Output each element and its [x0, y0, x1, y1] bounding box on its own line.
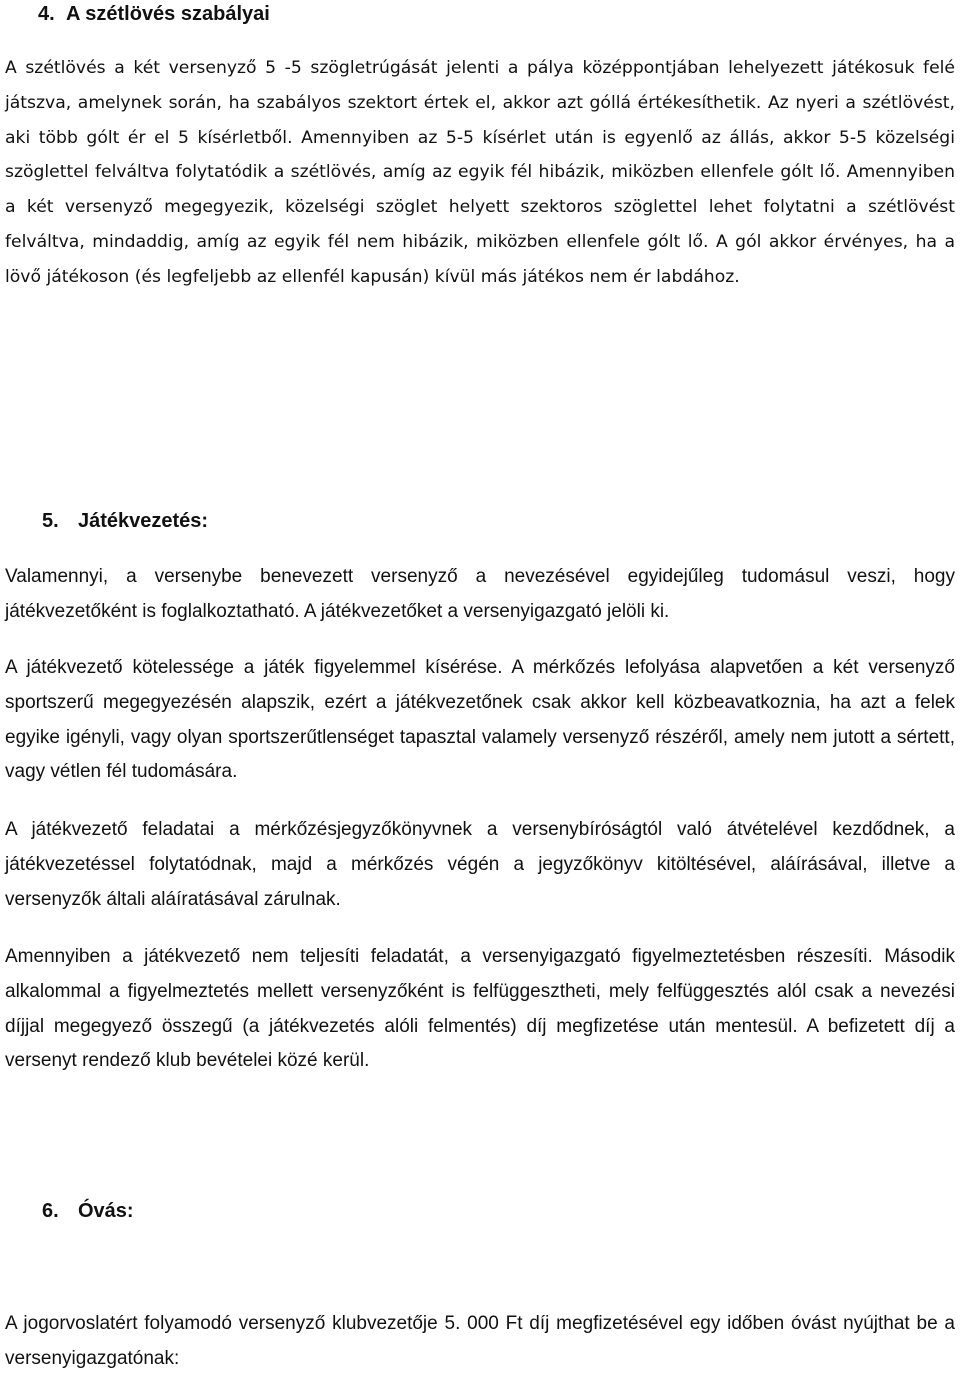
section-5-heading — [42, 509, 208, 533]
section-5-paragraph-3: A játékvezető feladatai a mérkőzésjegyzőkönyvnek a versenybíróságtól való átvételével kezdődnek, a játékvezetéssel folytatódnak, majd a mérkőzés végén a jegyzőkönyv kitöltésével, aláírásával, illetve a versenyzők általi aláíratásával zárulnak. — [5, 819, 955, 910]
section-5-number: 5. — [42, 510, 59, 532]
section-5-paragraph-4: Amennyiben a játékvezető nem teljesíti feladatát, a versenyigazgató figyelmeztetésben részesíti. Második alkalommal a figyelmeztetés mellett versenyzőként is felfüggesztheti, mely felfüggesztés alól csak a nevezési díjjal megegyező összegű (a játékvezetés alóli felmentés) díj megfizetése után mentesül. A befizetett díj a versenyt rendező klub bevételei közé kerül. — [5, 946, 955, 1072]
section-6-title: Óvás: — [78, 1200, 134, 1222]
section-5-paragraph-2: A játékvezető kötelessége a játék figyelemmel kísérése. A mérkőzés lefolyása alapvetően a két versenyző sportszerű megegyezésén alapszik, ezért a játékvezetőnek csak akkor kell közbeavatkoznia, ha azt a felek egyike igényli, vagy olyan sportszerűtlenséget tapasztal valamely versenyző részéről, amely nem jutott a sértett, vagy vétlen fél tudomására. — [5, 657, 955, 783]
section-5-title: Játékvezetés: — [78, 510, 209, 532]
section-4-title: A szétlövés szabályai — [66, 3, 270, 25]
section-6-number: 6. — [42, 1200, 59, 1222]
section-6-heading — [42, 1199, 134, 1223]
section-5-paragraph-1: Valamennyi, a versenybe benevezett versenyző a nevezésével egyidejűleg tudomásul veszi, hogy játékvezetőként is foglalkoztatható. A játékvezetőket a versenyigazgató jelöli ki. — [5, 566, 955, 622]
section-4-paragraph: A szétlövés a két versenyző 5 -5 szögletrúgását jelenti a pálya középpontjában lehelyezett játékosuk felé játszva, amelynek során, ha szabályos szektort értek el, akkor azt góllá értékesíthetik. Az nyeri a szétlövést, aki több gólt ér el 5 kísérletből. Amennyiben az 5-5 kísérlet után is egyenlő az állás, akkor 5-5 közelségi szöglettel felváltva folytatódik a szétlövés, amíg az egyik fél hibázik, miközben ellenfele gólt lő. Amennyiben a két versenyző megegyezik, közelségi szöglet helyett szektoros szöglettel lehet folytatni a szétlövést felváltva, mindaddig, amíg az egyik fél nem hibázik, miközben ellenfele gólt lő. A gól akkor érvényes, ha a lövő játékoson (és legfeljebb az ellenfél kapusán) kívül más játékos nem ér labdához. — [5, 58, 955, 287]
section-4-number: 4. — [38, 3, 55, 25]
section-6-paragraph: A jogorvoslatért folyamodó versenyző klubvezetője 5. 000 Ft díj megfizetésével egy időben óvást nyújthat be a versenyigazgatónak: — [5, 1313, 955, 1369]
section-4-heading — [38, 2, 270, 26]
